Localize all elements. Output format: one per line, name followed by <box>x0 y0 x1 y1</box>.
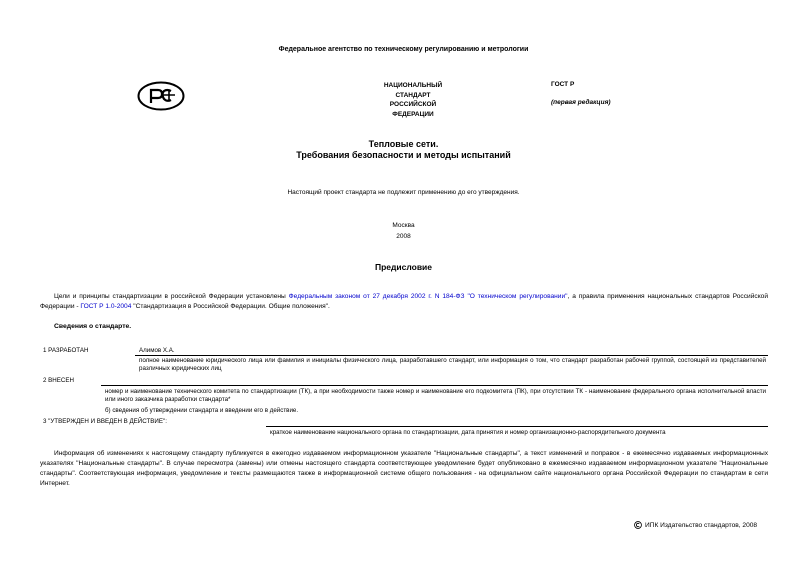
label-line: ФЕДЕРАЦИИ <box>392 110 434 118</box>
item3-description: краткое наименование национального органа по стандартизации, дата принятия и номер организационно-распорядительного документа <box>270 429 666 436</box>
divider <box>135 355 768 356</box>
federal-law-link[interactable]: Федеральным законом от 27 декабря 2002 г. N 184-ФЗ <box>288 293 465 300</box>
place-year <box>0 220 807 242</box>
label-line: СТАНДАРТ <box>395 91 431 99</box>
item2-b: б) сведения об утверждении стандарта и введении его в действие. <box>105 407 299 414</box>
item3-label: 3 "УТВЕРЖДЕН И ВВЕДЕН В ДЕЙСТВИЕ": <box>43 418 167 425</box>
preface-text: , а правила применения национальных стандартов Российской Федерации - <box>40 293 768 310</box>
preface-text: Цели и принципы стандартизации в российской Федерации установлены <box>54 293 289 300</box>
edition-label: (первая редакция) <box>551 99 611 106</box>
divider <box>101 385 768 386</box>
document-title <box>0 139 807 161</box>
title-line-1: Тепловые сети. <box>368 139 439 149</box>
preface-paragraph <box>40 292 768 312</box>
divider <box>266 426 768 427</box>
item2-description: номер и наименование технического комитета по стандартизации (ТК), а при необходимости также номер и наименование его подкомитета (ПК), при отсутствии ТК - наименование федерального органа исполнительной власти или иного заказчика разработки стандарта* <box>105 388 766 403</box>
about-heading: Сведения о стандарте. <box>54 323 132 330</box>
item1-description: полное наименование юридического лица или фамилия и инициалы физического лица, разработавшего стандарт, или информация о том, что стандарт разработан рабочей группой, состоящей из представителей различных юридических лиц <box>139 357 766 372</box>
label-line: РОССИЙСКОЙ <box>389 101 437 108</box>
info-paragraph: Информация об изменениях к настоящему стандарту публикуется в ежегодно издаваемом информационном указателе "Национальные стандарты", а текст изменений и поправок - в ежемесячно издаваемых информационных указателях "Национальные стандарты". В случае пересмотра (замены) или отмены настоящего стандарта соответствующее уведомление будет опубликовано в ежемесячно издаваемом информационном указателе "Национальные стандарты". Соответствующая информация, уведомление и тексты размещаются также в информационной системе общего пользования - на официальном сайте национального органа Российской Федерации по стандартам в сети Интернет. <box>40 450 768 487</box>
developer-name: Алимов Х.А. <box>139 347 175 354</box>
year: 2008 <box>396 233 411 240</box>
draft-notice: Настоящий проект стандарта не подлежит применению до его утверждения. <box>287 189 520 196</box>
gost-link[interactable]: ГОСТ Р 1.0-2004 <box>80 303 132 310</box>
tech-regulation-link[interactable]: "О техническом регулировании" <box>467 293 568 300</box>
national-standard-label <box>372 81 454 119</box>
copyright-icon <box>634 521 642 529</box>
preface-text: "Стандартизация в Российской Федерации. Общие положения". <box>131 303 330 310</box>
copyright-text: ИПК Издательство стандартов, 2008 <box>645 521 758 529</box>
agency-title: Федеральное агентство по техническому регулированию и метрологии <box>278 46 529 53</box>
label-line: НАЦИОНАЛЬНЫЙ <box>383 82 443 89</box>
footer <box>634 521 757 529</box>
title-line-2: Требования безопасности и методы испытаний <box>296 150 511 160</box>
place: Москва <box>392 222 415 229</box>
rst-logo-icon <box>137 81 185 111</box>
item2-label: 2 ВНЕСЕН <box>43 377 74 384</box>
standard-code: ГОСТ Р <box>551 81 575 88</box>
preface-heading: Предисловие <box>374 262 433 272</box>
item1-label: 1 РАЗРАБОТАН <box>43 347 89 354</box>
